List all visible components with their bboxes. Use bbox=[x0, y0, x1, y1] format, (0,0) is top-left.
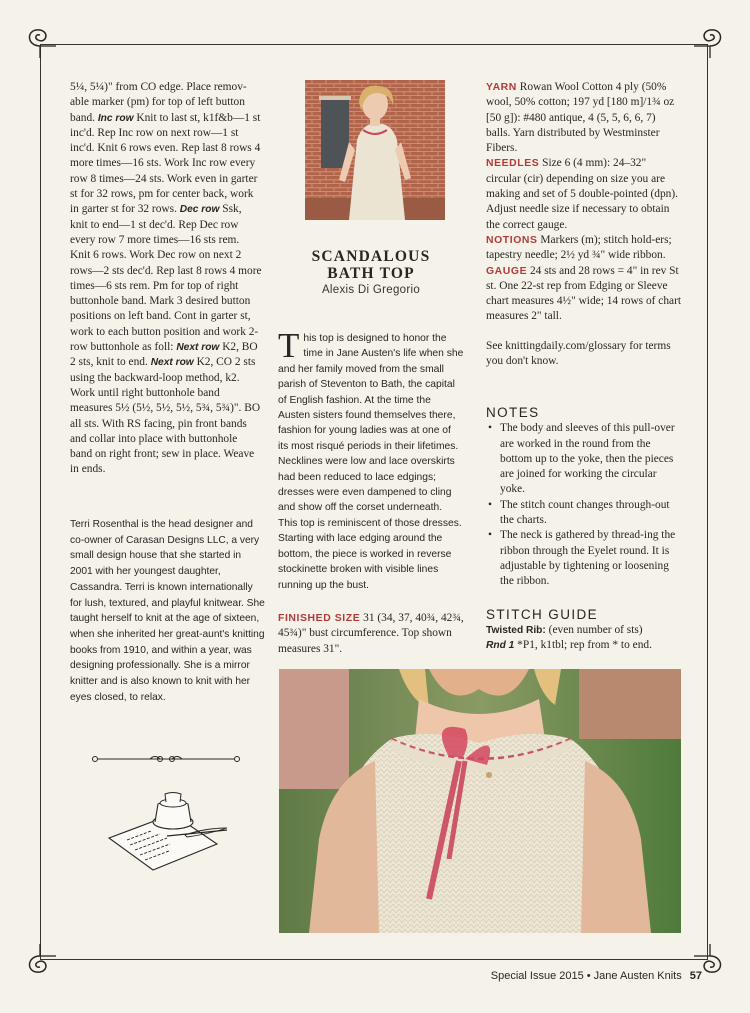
note-text: The stitch count changes through-out the charts. bbox=[500, 498, 670, 527]
needles-text: Size 6 (4 mm): 24–32" circular (cir) depending on size you are making and set of 5 double-pointed (dpn). Adjust needle size if necessary to obtain the correct gauge. bbox=[486, 157, 679, 231]
bullet-icon: • bbox=[488, 498, 492, 511]
page-footer bbox=[450, 970, 702, 982]
row-label: Next row bbox=[176, 342, 220, 354]
rnd1-text: *P1, k1tbl; rep from * to end. bbox=[514, 639, 652, 652]
instruction-text: K2, CO 2 sts using the backward-loop method, k2. Work until right buttonhole band measures 5½ (5½, 5½, 5½, 5¾, 5¾)". BO all sts. With RS facing, pin front bands and collar into place with buttonhole band on right front; sew in place. Weave in ends. bbox=[70, 356, 261, 476]
row-label: Dec row bbox=[179, 204, 220, 216]
note-text: The neck is gathered by thread-ing the ribbon through the Eyelet round. It is adjustable by tightening or loosening the ribbon. bbox=[500, 529, 676, 588]
notions-text: Markers (m); stitch hold-ers; tapestry needle; 2½ yd ¾" wide ribbon. bbox=[486, 233, 672, 262]
intro-paragraph bbox=[278, 326, 464, 593]
materials-column bbox=[486, 80, 682, 369]
footer-publication: Special Issue 2015 • Jane Austen Knits bbox=[490, 970, 682, 982]
finished-size-text: 31 (34, 37, 40¾, 42¾, 45¾)" bust circumference. Top shown measures 31". bbox=[278, 612, 464, 655]
stitch-guide-block bbox=[486, 607, 682, 654]
yarn-heading: YARN bbox=[486, 82, 517, 93]
corner-scroll-ornament bbox=[20, 942, 58, 980]
decorative-divider bbox=[90, 752, 242, 766]
sweater-closeup-photo bbox=[279, 669, 681, 933]
title-line-2: BATH TOP bbox=[327, 265, 415, 282]
drop-cap: T bbox=[278, 326, 300, 365]
finished-size-block bbox=[278, 611, 464, 657]
designer-bio: Terri Rosenthal is the head designer and co-owner of Carasan Designs LLC, a very small design house that she started in 2001 with her youngest daughter, Cassandra. Terri is known internationally for lush, textured, and playful knitwear. She taught herself to knit at the age of sixteen, when she inherited her great-aunt's knitting books from 1910, and within a year, was designing professionally. She is a mirror knitter and is also known to knit with her eyes closed, to relax. bbox=[70, 519, 265, 703]
instructions-paragraph bbox=[70, 80, 262, 478]
note-item bbox=[486, 421, 682, 497]
stitch-guide-heading: STITCH GUIDE bbox=[486, 607, 599, 622]
gauge-text: 24 sts and 28 rows = 4" in rev St st. One 22-st rep from Edging or Sleeve chart measures 4½" wide; 14 rows of chart measures 2" tall. bbox=[486, 264, 682, 323]
notions-heading: NOTIONS bbox=[486, 234, 538, 246]
gauge-heading: GAUGE bbox=[486, 265, 528, 277]
yarn-spec bbox=[486, 80, 682, 156]
page-number: 57 bbox=[689, 970, 702, 982]
pattern-title bbox=[276, 248, 466, 282]
note-text: The body and sleeves of this pull-over are worked in the round from the bottom up to the yoke, then the pieces are joined for working the circular yoke. bbox=[500, 422, 675, 496]
needles-spec bbox=[486, 156, 682, 232]
notes-list bbox=[486, 421, 682, 589]
instruction-text: K2, BO 2 sts, knit to end. bbox=[70, 341, 258, 369]
designer-byline: Alexis Di Gregorio bbox=[321, 284, 421, 296]
twisted-rib-text: (even number of sts) bbox=[545, 624, 643, 636]
finished-size-heading: FINISHED SIZE bbox=[278, 613, 361, 624]
designer-bio-column bbox=[70, 517, 266, 705]
instruction-text: Ssk, knit to end—1 st dec'd. Rep Dec row every row 7 more times—16 sts rem. Knit 6 rows. Work Dec row on next 2 rows—2 sts dec'd. Rep last 8 rows 4 more times—6 sts rem. Pm for top of right buttonhole band. Mark 3 desired button positions on left band. Cont in garter st, work to each button position and work 2-row buttonhole as foll: bbox=[70, 203, 262, 354]
needles-heading: NEEDLES bbox=[486, 158, 540, 170]
row-label: Next row bbox=[150, 357, 194, 369]
note-item bbox=[486, 528, 682, 589]
intro-column bbox=[278, 326, 464, 593]
corner-scroll-ornament bbox=[692, 22, 730, 60]
inkwell-letter-illustration bbox=[105, 790, 230, 875]
corner-scroll-ornament bbox=[20, 22, 58, 60]
bullet-icon: • bbox=[488, 422, 492, 435]
title-line-1: SCANDALOUS bbox=[311, 248, 431, 265]
bullet-icon: • bbox=[488, 529, 492, 542]
instructions-column bbox=[70, 80, 262, 478]
notes-heading: NOTES bbox=[486, 405, 540, 420]
notions-spec bbox=[486, 233, 682, 264]
row-label: Inc row bbox=[97, 112, 134, 124]
glossary-note: See knittingdaily.com/glossary for terms you don't know. bbox=[486, 339, 671, 368]
gauge-spec bbox=[486, 264, 682, 325]
yarn-text: Rowan Wool Cotton 4 ply (50% wool, 50% cotton; 197 yd [180 m]/1¾ oz [50 g]): #480 antique, 4 (5, 5, 6, 6, 7) balls. Yarn distributed by Westminster Fibers. bbox=[486, 81, 675, 155]
intro-text: his top is designed to honor the time in Jane Austen's life when she and her family moved from the small parish of Steventon to Bath, the capital of English fashion. At the time the Austen sisters found themselves there, fashion for young ladies was at one of its most risqué periods in their lifetimes. Necklines were low and lace overskirts had been reduced to lace edgings; dresses were even dampened to cling and show off the corset underneath. This top is reminiscent of those dresses. Starting with lace edging around the bottom, the piece is worked in reverse stockinette broken with visible lines running up the bust. bbox=[278, 333, 464, 591]
model-portrait-photo bbox=[305, 80, 445, 220]
instruction-text: 5¼, 5¼)" from CO edge. Place remov-able marker (pm) for top of left button band. bbox=[70, 81, 247, 124]
instruction-text: Knit to last st, k1f&b—1 st inc'd. Rep Inc row on next row—1 st inc'd. Knit 6 rows even. Rep last 8 rows 4 more times—16 sts. Work Inc row every row 8 times—24 sts. Work even in garter st for 32 rows, pm for center back, work in garter st for 32 rows. bbox=[70, 111, 261, 216]
twisted-rib-label: Twisted Rib: bbox=[486, 625, 546, 636]
notes-block bbox=[486, 405, 682, 590]
rnd1-label: Rnd 1 bbox=[486, 640, 515, 652]
note-item bbox=[486, 498, 682, 529]
